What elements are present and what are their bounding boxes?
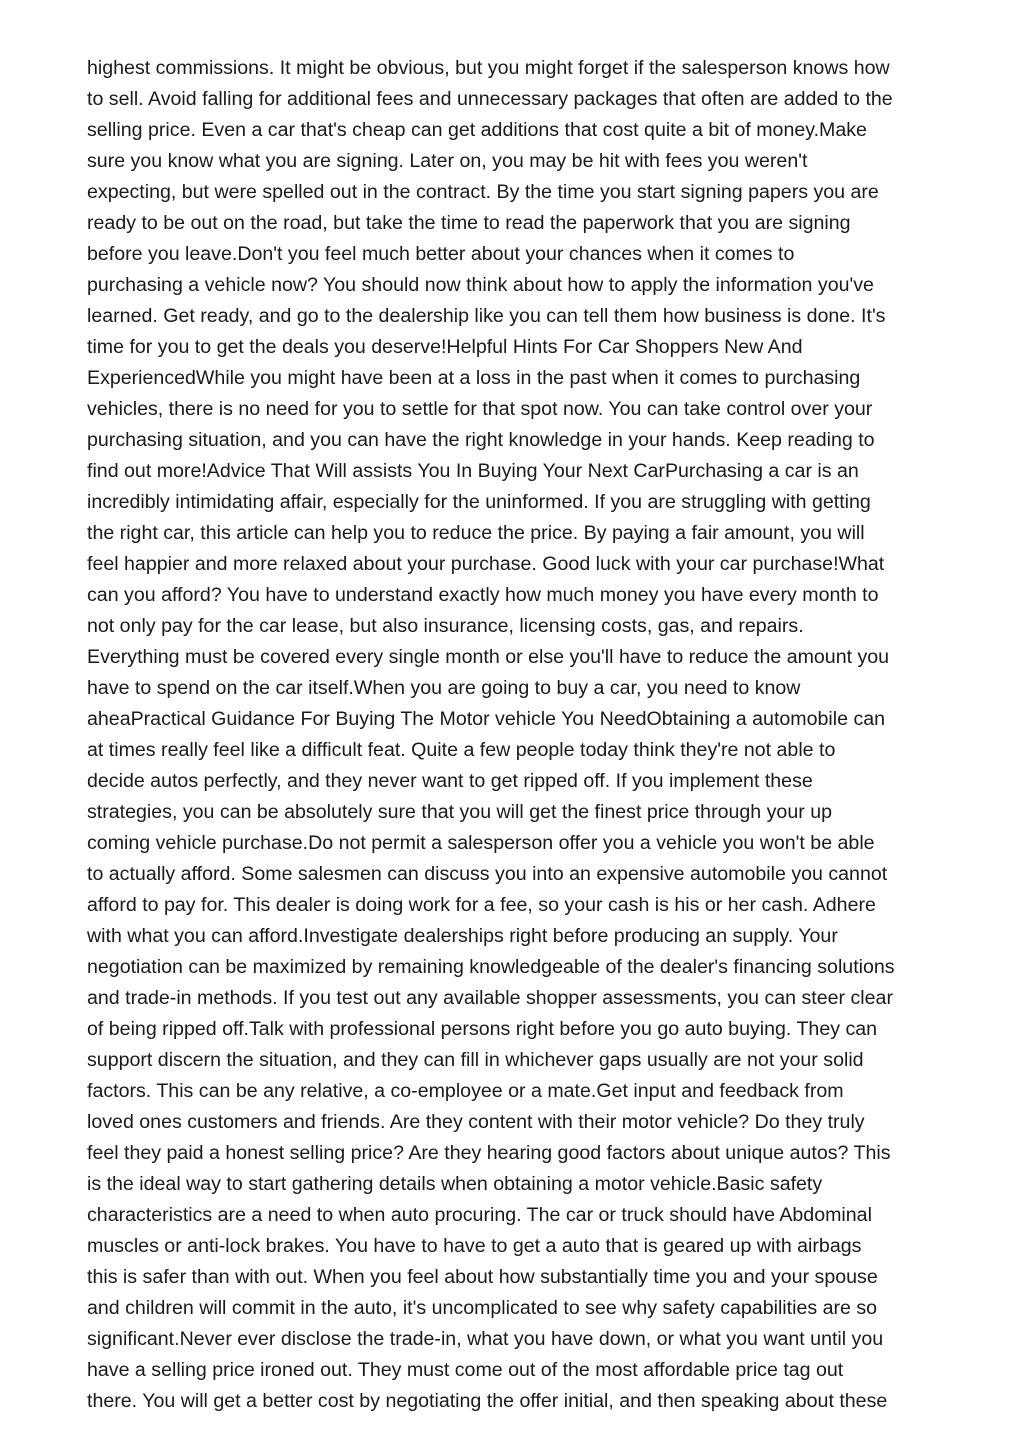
text-line: feel they paid a honest selling price? Are they hearing good factors about unique autos? This bbox=[87, 1142, 891, 1164]
text-line: strategies, you can be absolutely sure that you will get the finest price through your up bbox=[87, 801, 832, 823]
text-line: there. You will get a better cost by negotiating the offer initial, and then speaking about these bbox=[87, 1390, 888, 1412]
text-line: ready to be out on the road, but take the time to read the paperwork that you are signing bbox=[87, 212, 851, 234]
text-line: can you afford? You have to understand exactly how much money you have every month to bbox=[87, 584, 879, 606]
text-line: and children will commit in the auto, it's uncomplicated to see why safety capabilities are so bbox=[87, 1297, 878, 1319]
text-line: factors. This can be any relative, a co-employee or a mate.Get input and feedback from bbox=[87, 1080, 844, 1102]
text-line: loved ones customers and friends. Are they content with their motor vehicle? Do they truly bbox=[87, 1111, 865, 1133]
text-line: vehicles, there is no need for you to settle for that spot now. You can take control over your bbox=[87, 398, 873, 420]
text-line: sure you know what you are signing. Later on, you may be hit with fees you weren't bbox=[87, 150, 808, 172]
text-line: learned. Get ready, and go to the dealership like you can tell them how business is done. It's bbox=[87, 305, 886, 327]
text-line: afford to pay for. This dealer is doing work for a fee, so your cash is his or her cash. Adhere bbox=[87, 894, 876, 916]
text-line: aheaPractical Guidance For Buying The Motor vehicle You NeedObtaining a automobile can bbox=[87, 708, 886, 730]
text-line: the right car, this article can help you to reduce the price. By paying a fair amount, you will bbox=[87, 522, 865, 544]
text-line: incredibly intimidating affair, especially for the uninformed. If you are struggling with getting bbox=[87, 491, 871, 513]
text-line: decide autos perfectly, and they never want to get ripped off. If you implement these bbox=[87, 770, 813, 792]
text-line: to actually afford. Some salesmen can discuss you into an expensive automobile you cannot bbox=[87, 863, 888, 885]
text-line: significant.Never ever disclose the trade-in, what you have down, or what you want until you bbox=[87, 1328, 884, 1350]
text-line: feel happier and more relaxed about your purchase. Good luck with your car purchase!What bbox=[87, 553, 885, 575]
text-line: not only pay for the car lease, but also insurance, licensing costs, gas, and repairs. bbox=[87, 615, 804, 637]
text-line: characteristics are a need to when auto procuring. The car or truck should have Abdominal bbox=[87, 1204, 872, 1226]
text-line: have to spend on the car itself.When you are going to buy a car, you need to know bbox=[87, 677, 801, 699]
text-line: at times really feel like a difficult feat. Quite a few people today think they're not able to bbox=[87, 739, 836, 761]
text-line: have a selling price ironed out. They must come out of the most affordable price tag out bbox=[87, 1359, 844, 1381]
text-line: ExperiencedWhile you might have been at a loss in the past when it comes to purchasing bbox=[87, 367, 861, 389]
text-line: find out more!Advice That Will assists You In Buying Your Next CarPurchasing a car is an bbox=[87, 460, 859, 482]
body-text bbox=[87, 53, 947, 1417]
text-line: of being ripped off.Talk with professional persons right before you go auto buying. They can bbox=[87, 1018, 878, 1040]
text-line: is the ideal way to start gathering details when obtaining a motor vehicle.Basic safety bbox=[87, 1173, 823, 1195]
text-line: time for you to get the deals you deserve!Helpful Hints For Car Shoppers New And bbox=[87, 336, 803, 358]
text-line: muscles or anti-lock brakes. You have to have to get a auto that is geared up with airbags bbox=[87, 1235, 862, 1257]
text-line: expecting, but were spelled out in the contract. By the time you start signing papers you are bbox=[87, 181, 879, 203]
text-line: to sell. Avoid falling for additional fees and unnecessary packages that often are added to the bbox=[87, 88, 893, 110]
text-line: this is safer than with out. When you feel about how substantially time you and your spouse bbox=[87, 1266, 878, 1288]
text-line: support discern the situation, and they can fill in whichever gaps usually are not your solid bbox=[87, 1049, 864, 1071]
text-line: and trade-in methods. If you test out any available shopper assessments, you can steer clear bbox=[87, 987, 893, 1009]
text-line: purchasing situation, and you can have the right knowledge in your hands. Keep reading to bbox=[87, 429, 875, 451]
text-line: coming vehicle purchase.Do not permit a salesperson offer you a vehicle you won't be able bbox=[87, 832, 875, 854]
text-line: before you leave.Don't you feel much better about your chances when it comes to bbox=[87, 243, 795, 265]
text-line: selling price. Even a car that's cheap can get additions that cost quite a bit of money.Make bbox=[87, 119, 867, 141]
text-line: negotiation can be maximized by remaining knowledgeable of the dealer's financing solutions bbox=[87, 956, 895, 978]
text-line: purchasing a vehicle now? You should now think about how to apply the information you've bbox=[87, 274, 874, 296]
text-line: highest commissions. It might be obvious, but you might forget if the salesperson knows how bbox=[87, 57, 890, 79]
text-line: with what you can afford.Investigate dealerships right before producing an supply. Your bbox=[87, 925, 838, 947]
text-line: Everything must be covered every single month or else you'll have to reduce the amount you bbox=[87, 646, 890, 668]
